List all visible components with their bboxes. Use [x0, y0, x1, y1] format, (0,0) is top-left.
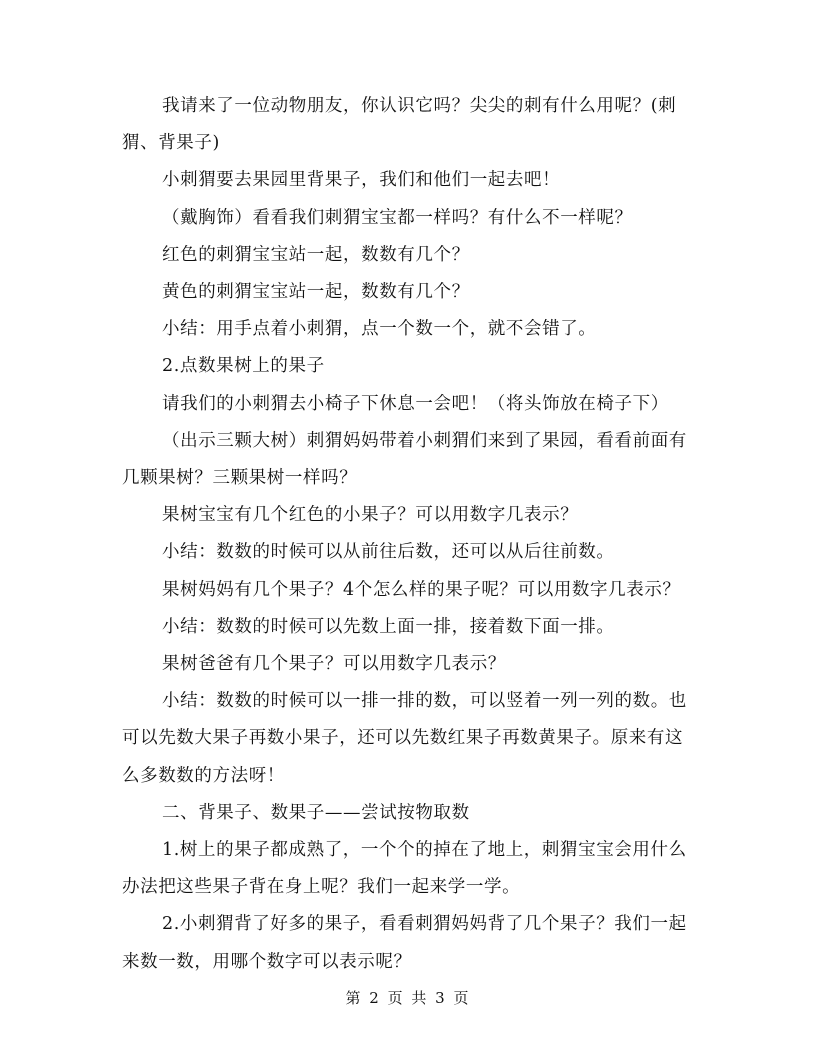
- paragraph: 果树爸爸有几个果子？可以用数字几表示？: [162, 654, 506, 675]
- paragraph: 果树妈妈有几个果子？4个怎么样的果子呢？可以用数字几表示？: [162, 579, 681, 600]
- paragraph: 小结：数数的时候可以先数上面一排，接着数下面一排。: [162, 616, 615, 637]
- paragraph: 请我们的小刺猬去小椅子下休息一会吧！（将头饰放在椅子下）: [162, 393, 669, 414]
- paragraph: 黄色的刺猬宝宝站一起，数数有几个？: [162, 282, 470, 303]
- page-number-footer: 第 2 页 共 3 页: [345, 989, 471, 1007]
- paragraph: 我请来了一位动物朋友，你认识它吗？尖尖的刺有什么用呢？(刺猬、背果子): [122, 96, 677, 154]
- paragraph: 1.树上的果子都成熟了，一个个的掉在了地上，刺猬宝宝会用什么办法把这些果子背在身上呢？我们一起来学一学。: [122, 840, 687, 898]
- paragraph: （出示三颗大树）刺猬妈妈带着小刺猬们来到了果园，看看前面有几颗果树？三颗果树一样吗？: [122, 430, 687, 489]
- section-heading: 二、背果子、数果子——尝试按物取数: [162, 802, 470, 823]
- paragraph: （戴胸饰）看看我们刺猬宝宝都一样吗？有什么不一样呢？: [162, 207, 633, 228]
- paragraph: 红色的刺猬宝宝站一起，数数有几个？: [162, 244, 470, 265]
- paragraph: 2.小刺猬背了好多的果子，看看刺猬妈妈背了几个果子？我们一起来数一数，用哪个数字可以表示呢？: [122, 914, 687, 972]
- paragraph: 果树宝宝有几个红色的小果子？可以用数字几表示？: [162, 505, 579, 526]
- section-heading: 2.点数果树上的果子: [162, 356, 325, 377]
- paragraph: 小结：用手点着小刺猬，点一个数一个，就不会错了。: [162, 319, 597, 340]
- paragraph: 小刺猬要去果园里背果子，我们和他们一起去吧！: [162, 170, 561, 191]
- paragraph: 小结：数数的时候可以一排一排的数，可以竖着一列一列的数。也可以先数大果子再数小果子，还可以先数红果子再数黄果子。原来有这么多数数的方法呀！: [122, 691, 687, 786]
- document-body: [122, 88, 696, 981]
- paragraph: 小结：数数的时候可以从前往后数，还可以从后往前数。: [162, 542, 615, 563]
